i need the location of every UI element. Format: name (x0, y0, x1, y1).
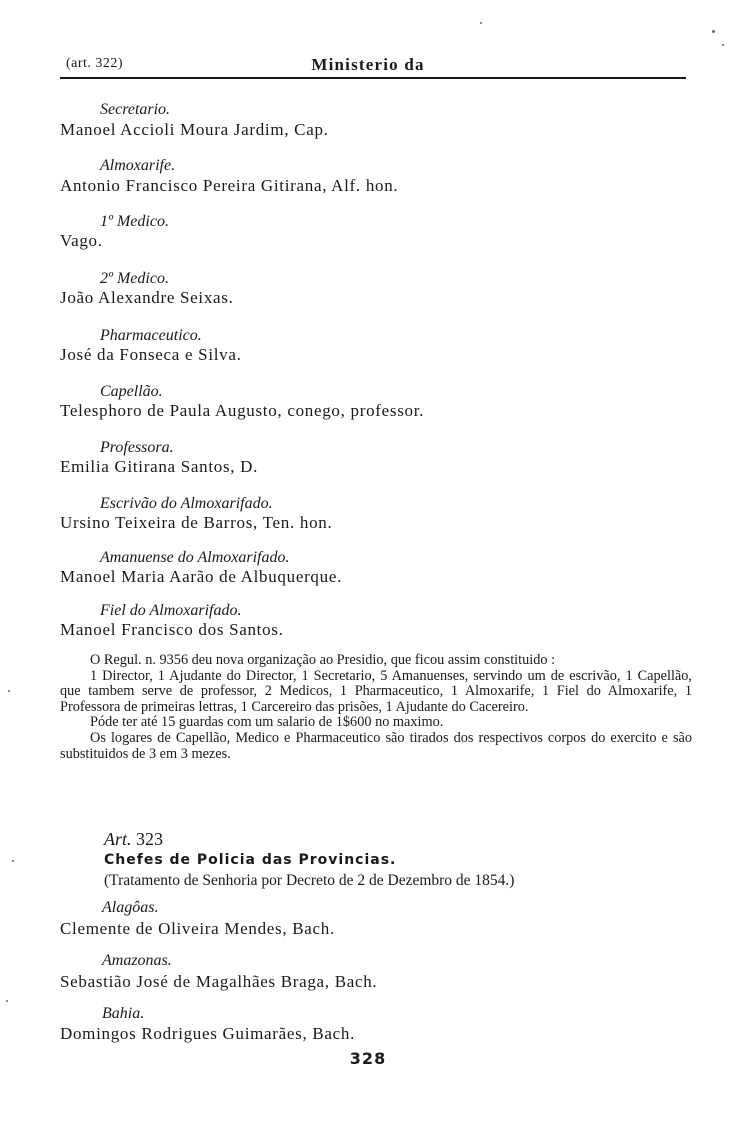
person-name: Clemente de Oliveira Mendes, Bach. (60, 919, 335, 938)
role-label: Fiel do Almoxarifado. (100, 602, 242, 619)
role-label: Professora. (100, 439, 174, 456)
person-name: Domingos Rodrigues Guimarães, Bach. (60, 1024, 356, 1043)
regulation-paragraph: Póde ter até 15 guardas com um salario de 1$600 no maximo. (90, 714, 444, 731)
header-rule (60, 77, 686, 79)
section-title: Chefes de Policia das Provincias. (104, 852, 397, 868)
treatment-note: (Tratamento de Senhoria por Decreto de 2 de Dezembro de 1854.) (104, 872, 515, 889)
article-heading (104, 829, 163, 850)
role-label: Amanuense do Almoxarifado. (100, 549, 290, 566)
article-number: 323 (136, 829, 164, 849)
scan-speck (12, 860, 14, 862)
regulation-paragraph: 1 Director, 1 Ajudante do Director, 1 Secretario, 5 Amanuenses, servindo um de escrivão, 1 Capellão, que tambem serve de professor, 2 Medicos, 1 Pharmaceutico, 1 Almoxarife, 1 Fiel do Almoxarife, 1 Professora de primeiras lettras, 1 Carcereiro das prisões, 1 Ajudante do Cacereiro. (60, 667, 692, 715)
header-article-ref: (art. 322) (66, 56, 124, 71)
regulation-text (60, 653, 692, 762)
page-number: 328 (349, 1049, 387, 1068)
province-label: Bahia. (102, 1005, 145, 1022)
regulation-paragraph: O Regul. n. 9356 deu nova organização ao Presidio, que ficou assim constituido : (90, 652, 556, 668)
role-label: Secretario. (100, 101, 171, 118)
running-title: Ministerio da (311, 55, 425, 74)
role-label: 1º Medico. (100, 213, 169, 230)
role-label: Pharmaceutico. (100, 327, 202, 344)
province-label: Amazonas. (102, 952, 172, 969)
role-label: 2º Medico. (100, 270, 169, 287)
scan-speck (480, 22, 482, 24)
person-name: Manoel Maria Aarão de Albuquerque. (60, 567, 343, 586)
person-name: José da Fonseca e Silva. (60, 345, 242, 364)
person-name: Manoel Francisco dos Santos. (60, 620, 284, 639)
scan-speck (712, 30, 715, 33)
role-label: Almoxarife. (100, 157, 176, 174)
regulation-paragraph: Os logares de Capellão, Medico e Pharmaceutico são tirados dos respectivos corpos do exercito e são substituidos de 3 em 3 mezes. (60, 729, 692, 762)
person-name: Antonio Francisco Pereira Gitirana, Alf. hon. (60, 176, 399, 195)
person-name: Manoel Accioli Moura Jardim, Cap. (60, 120, 329, 139)
person-name: Sebastião José de Magalhães Braga, Bach. (60, 972, 378, 991)
article-label: Art. (104, 829, 132, 849)
scan-speck (722, 44, 724, 46)
person-name: Emilia Gitirana Santos, D. (60, 457, 259, 476)
role-label: Capellão. (100, 383, 163, 400)
scan-speck (8, 690, 10, 692)
role-label: Escrivão do Almoxarifado. (100, 495, 273, 512)
person-name: Vago. (60, 231, 103, 250)
province-label: Alagôas. (102, 899, 159, 916)
scan-speck (6, 1000, 8, 1002)
person-name: Ursino Teixeira de Barros, Ten. hon. (60, 513, 333, 532)
person-name: Telesphoro de Paula Augusto, conego, professor. (60, 401, 425, 420)
person-name: João Alexandre Seixas. (60, 288, 234, 307)
